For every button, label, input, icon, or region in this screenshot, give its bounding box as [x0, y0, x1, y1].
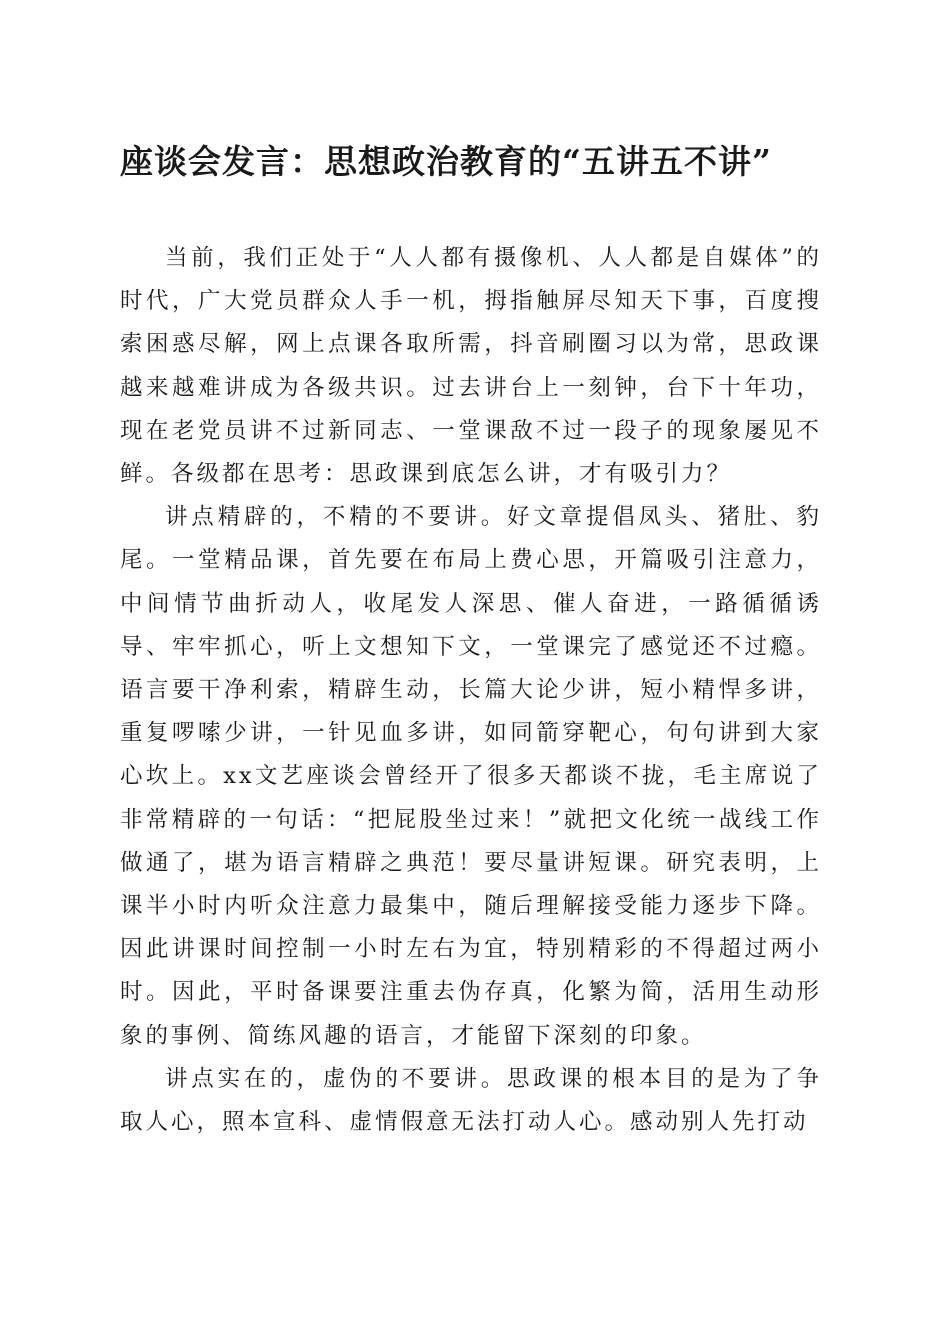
- document-title: 座谈会发言：思想政治教育的“五讲五不讲”: [120, 142, 772, 181]
- paragraph-intro: 当前，我们正处于“人人都有摄像机、人人都是自媒体”的时代，广大党员群众人手一机，拇指触屏尽知天下事，百度搜索困惑尽解，网上点课各取所需，抖音刷圈习以为常，思政课越来越难讲成为各级共识。过去讲台上一刻钟，台下十年功，现在老党员讲不过新同志、一堂课敌不过一段子的现象屡见不鲜。各级都在思考：思政课到底怎么讲，才有吸引力？: [120, 245, 822, 488]
- paragraph-concise: 讲点精辟的，不精的不要讲。好文章提倡凤头、猪肚、豹尾。一堂精品课，首先要在布局上费心思，开篇吸引注意力，中间情节曲折动人，收尾发人深思、催人奋进，一路循循诱导、牢牢抓心，听上文想知下文，一堂课完了感觉还不过瘾。语言要干净利索，精辟生动，长篇大论少讲，短小精悍多讲，重复啰嗦少讲，一针见血多讲，如同箭穿靶心，句句讲到大家心坎上。xx文艺座谈会曾经开了很多天都谈不拢，毛主席说了非常精辟的一句话：“把屁股坐过来！”就把文化统一战线工作做通了，堪为语言精辟之典范！要尽量讲短课。研究表明，上课半小时内听众注意力最集中，随后理解接受能力逐步下降。因此讲课时间控制一小时左右为宜，特别精彩的不得超过两小时。因此，平时备课要注重去伪存真，化繁为简，活用生动形象的事例、简练风趣的语言，才能留下深刻的印象。: [120, 504, 822, 1049]
- document-body: [120, 237, 822, 1144]
- paragraph-sincere: 讲点实在的，虚伪的不要讲。思政课的根本目的是为了争取人心，照本宣科、虚情假意无法打动人心。感动别人先打动: [120, 1065, 822, 1136]
